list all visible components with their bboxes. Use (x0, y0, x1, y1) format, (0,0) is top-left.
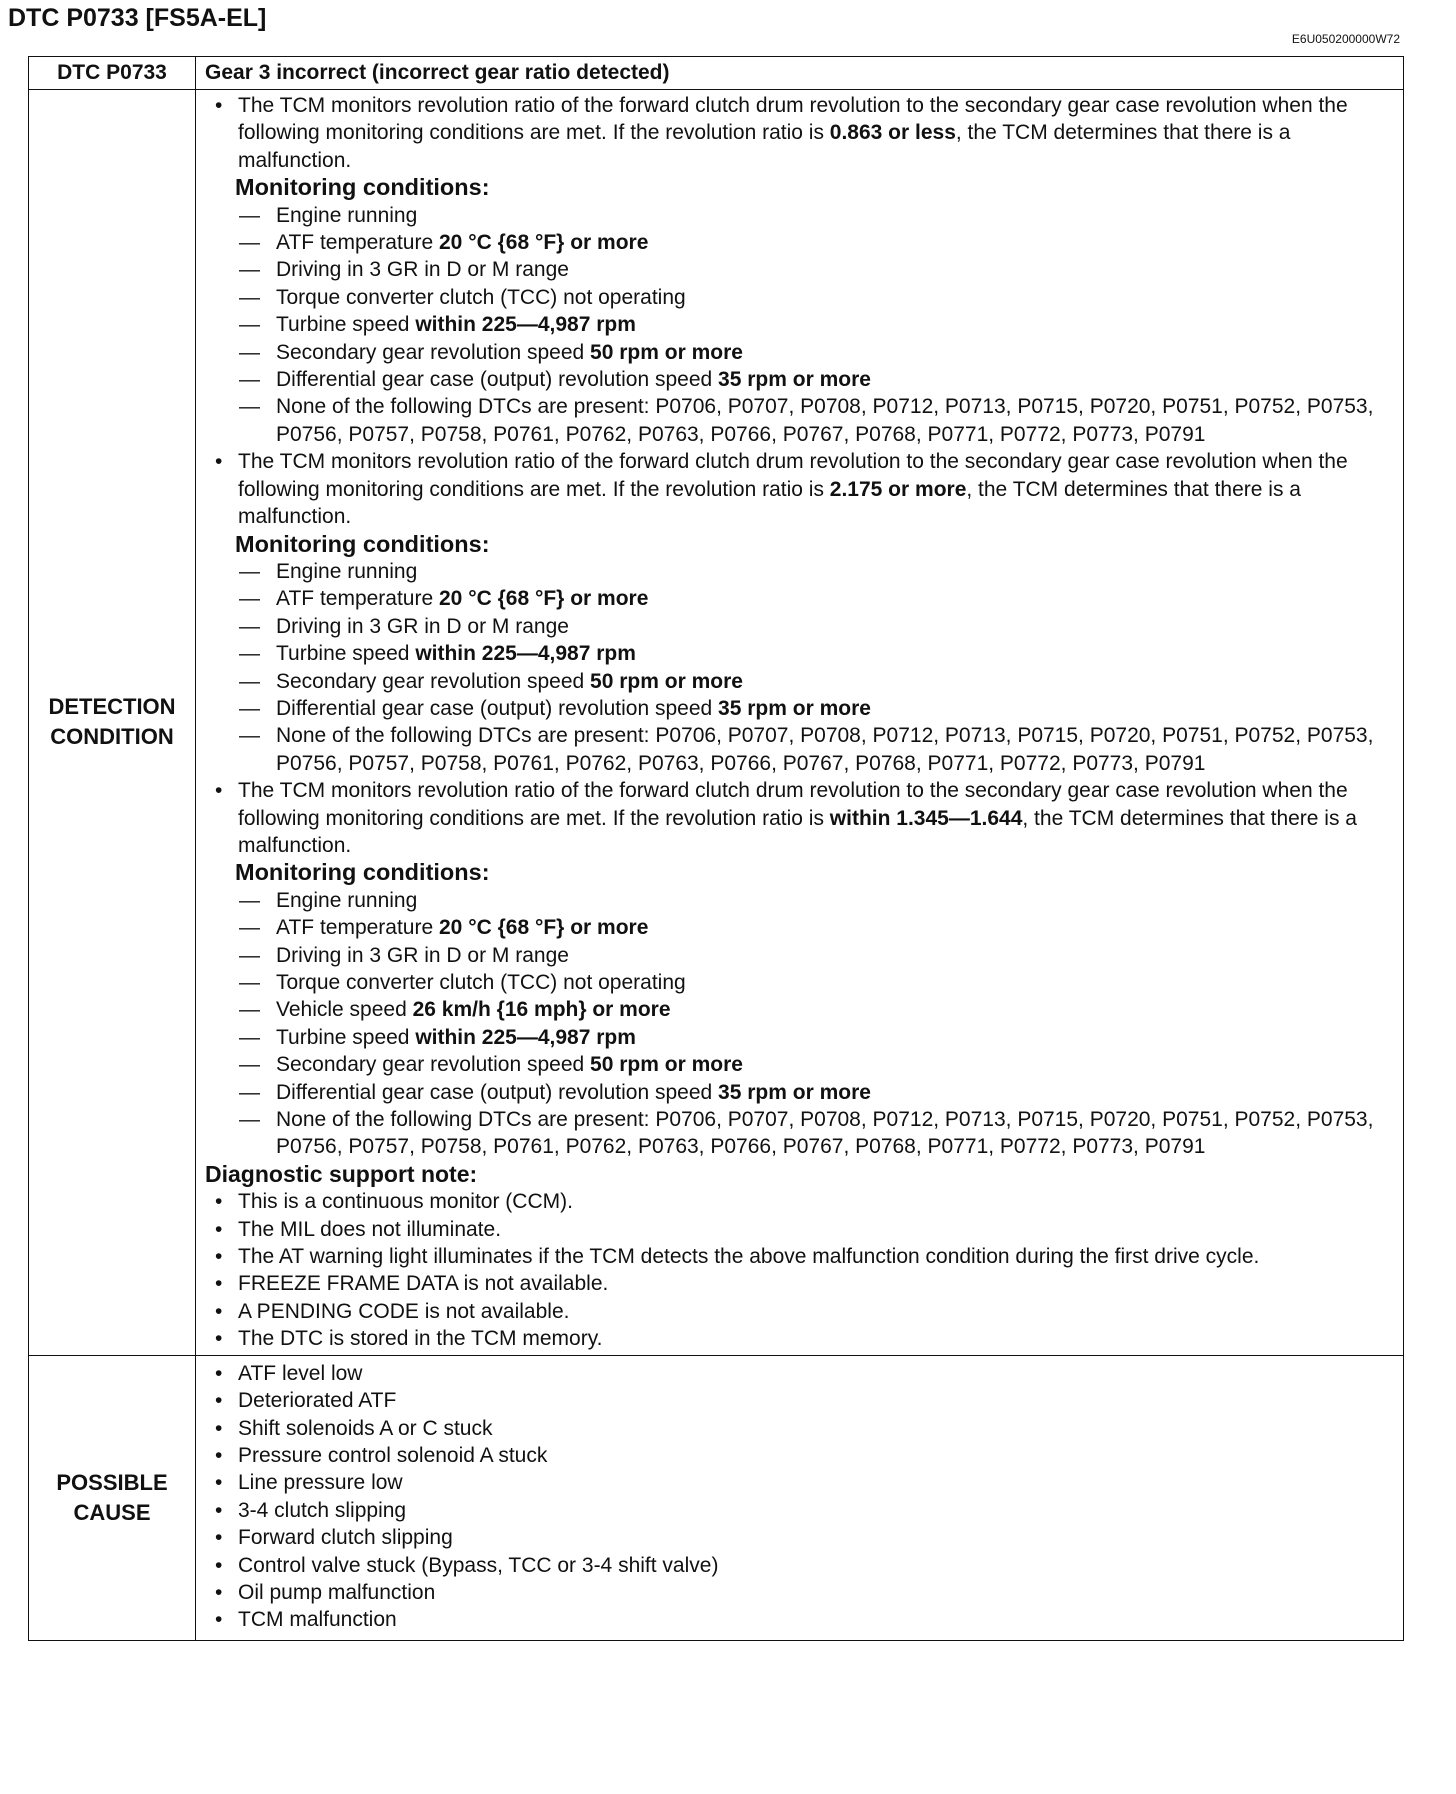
condition-text: Differential gear case (output) revolution speed (276, 696, 719, 720)
monitoring-condition (205, 613, 1395, 640)
condition-text: Torque converter clutch (TCC) not operating (276, 971, 686, 994)
condition-text: None of the following DTCs are present: P0706, P0707, P0708, P0712, P0713, P0715, P0720, P0751, P0752, P0753, P0756, P0757, P0758, P0761, P0762, P0763, P0766, P0767, P0768, P0771, P0772, P0773, P0791 (276, 395, 1374, 446)
monitoring-condition (205, 969, 1395, 996)
monitoring-condition (205, 722, 1395, 777)
condition-text: ATF temperature (276, 587, 439, 611)
label-line: CAUSE (73, 1499, 151, 1525)
condition-text: ATF temperature (276, 231, 439, 255)
diagnostic-note-item: • This is a continuous monitor (CCM). (205, 1188, 1395, 1215)
monitoring-condition (205, 202, 1395, 229)
condition-value: within 225—4,987 rpm (415, 1025, 636, 1049)
detection-condition-content (196, 90, 1404, 1356)
condition-text: Turbine speed (276, 642, 416, 666)
possible-cause-item: • ATF level low (205, 1360, 1395, 1387)
diagnostic-note-heading: Diagnostic support note: (205, 1160, 478, 1187)
monitoring-condition (205, 558, 1395, 585)
monitoring-condition (205, 1051, 1395, 1078)
page-title: DTC P0733 [FS5A-EL] (8, 4, 267, 32)
monitoring-condition (205, 1079, 1395, 1106)
possible-cause-item: • Shift solenoids A or C stuck (205, 1415, 1395, 1442)
condition-text: Differential gear case (output) revolution speed (276, 368, 719, 392)
possible-cause-item: • Oil pump malfunction (205, 1579, 1395, 1606)
condition-text: Differential gear case (output) revolution speed (276, 1080, 719, 1104)
possible-cause-label (29, 1355, 196, 1640)
monitoring-condition (205, 229, 1395, 256)
detection-condition-row (29, 90, 1404, 1356)
diagnostic-note-item: • FREEZE FRAME DATA is not available. (205, 1270, 1395, 1297)
condition-text: Engine running (276, 888, 418, 912)
condition-text: Turbine speed (276, 1025, 416, 1049)
dtc-table (28, 56, 1404, 1641)
document-code: E6U050200000W72 (1291, 32, 1400, 46)
header-description: Gear 3 incorrect (incorrect gear ratio detected) (196, 57, 1404, 90)
criterion-threshold: 2.175 or more (829, 477, 967, 501)
condition-value: within 225—4,987 rpm (415, 313, 636, 337)
possible-cause-item: • Deteriorated ATF (205, 1387, 1395, 1414)
monitoring-condition (205, 942, 1395, 969)
condition-text: Secondary gear revolution speed (276, 340, 591, 364)
condition-value: 26 km/h {16 mph} or more (412, 998, 671, 1022)
condition-value: 20 °C {68 °F} or more (439, 587, 649, 611)
possible-cause-item: • Control valve stuck (Bypass, TCC or 3-4 shift valve) (205, 1552, 1395, 1579)
possible-cause-item: • Forward clutch slipping (205, 1524, 1395, 1551)
diagnostic-note-item: • The DTC is stored in the TCM memory. (205, 1325, 1395, 1352)
criterion-text: The TCM monitors revolution ratio of the forward clutch drum revolution to the secondary gear case revolution when the following monitoring conditions are met. If the revolution ratio is (238, 450, 1348, 501)
condition-value: 35 rpm or more (718, 368, 871, 392)
monitoring-condition (205, 640, 1395, 667)
condition-text: Torque converter clutch (TCC) not operating (276, 285, 686, 309)
monitoring-condition (205, 914, 1395, 941)
possible-cause-content (196, 1355, 1404, 1640)
condition-text: Driving in 3 GR in D or M range (276, 943, 569, 967)
possible-cause-item: • Line pressure low (205, 1469, 1395, 1496)
condition-text: Engine running (276, 203, 418, 227)
detection-criterion (205, 777, 1395, 859)
monitoring-condition (205, 887, 1395, 914)
criterion-text: The TCM monitors revolution ratio of the forward clutch drum revolution to the secondary gear case revolution when the following monitoring conditions are met. If the revolution ratio is (238, 779, 1348, 830)
detection-criterion (205, 92, 1395, 174)
condition-value: 50 rpm or more (590, 669, 743, 693)
header-dtc-code: DTC P0733 (29, 57, 196, 90)
monitoring-conditions-heading: Monitoring conditions: (235, 174, 490, 201)
monitoring-conditions-heading: Monitoring conditions: (235, 530, 490, 557)
possible-cause-item: • Pressure control solenoid A stuck (205, 1442, 1395, 1469)
criterion-text: , the TCM determines that there is a malfunction. (238, 806, 1357, 857)
condition-text: Vehicle speed (276, 998, 413, 1022)
condition-value: 50 rpm or more (590, 340, 743, 364)
criterion-text: The TCM monitors revolution ratio of the forward clutch drum revolution to the secondary gear case revolution when the following monitoring conditions are met. If the revolution ratio is (238, 94, 1348, 145)
condition-value: 35 rpm or more (718, 1080, 871, 1104)
criterion-threshold: 0.863 or less (829, 121, 956, 145)
possible-cause-item: • TCM malfunction (205, 1606, 1395, 1633)
condition-value: 20 °C {68 °F} or more (439, 916, 649, 940)
condition-text: None of the following DTCs are present: P0706, P0707, P0708, P0712, P0713, P0715, P0720, P0751, P0752, P0753, P0756, P0757, P0758, P0761, P0762, P0763, P0766, P0767, P0768, P0771, P0772, P0773, P0791 (276, 724, 1374, 775)
diagnostic-note-item: • A PENDING CODE is not available. (205, 1298, 1395, 1325)
monitoring-condition (205, 996, 1395, 1023)
monitoring-conditions-heading: Monitoring conditions: (235, 859, 490, 886)
possible-cause-item: • 3-4 clutch slipping (205, 1497, 1395, 1524)
diagnostic-note-list (205, 1188, 1395, 1352)
possible-cause-row (29, 1355, 1404, 1640)
detection-condition-label (29, 90, 196, 1356)
condition-text: ATF temperature (276, 916, 439, 940)
condition-value: 35 rpm or more (718, 696, 871, 720)
condition-text: Driving in 3 GR in D or M range (276, 258, 569, 282)
condition-value: 20 °C {68 °F} or more (439, 231, 649, 255)
condition-text: Secondary gear revolution speed (276, 669, 591, 693)
condition-text: Turbine speed (276, 313, 416, 337)
monitoring-condition (205, 311, 1395, 338)
condition-text: Secondary gear revolution speed (276, 1053, 591, 1077)
condition-value: within 225—4,987 rpm (415, 642, 636, 666)
monitoring-condition (205, 695, 1395, 722)
monitoring-condition (205, 256, 1395, 283)
monitoring-condition (205, 366, 1395, 393)
condition-value: 50 rpm or more (590, 1053, 743, 1077)
diagnostic-note-item: • The AT warning light illuminates if the TCM detects the above malfunction condition during the first drive cycle. (205, 1243, 1395, 1270)
criterion-text: , the TCM determines that there is a malfunction. (238, 121, 1291, 172)
condition-text: Driving in 3 GR in D or M range (276, 614, 569, 638)
condition-text: Engine running (276, 559, 418, 583)
monitoring-condition (205, 585, 1395, 612)
label-line: DETECTION (48, 694, 176, 720)
monitoring-condition (205, 668, 1395, 695)
monitoring-condition (205, 393, 1395, 448)
label-line: POSSIBLE (56, 1469, 168, 1495)
label-line: CONDITION (50, 724, 174, 750)
criterion-threshold: within 1.345—1.644 (829, 806, 1023, 830)
criterion-text: , the TCM determines that there is a malfunction. (238, 477, 1301, 529)
monitoring-condition (205, 1024, 1395, 1051)
diagnostic-note-item: • The MIL does not illuminate. (205, 1216, 1395, 1243)
condition-text: None of the following DTCs are present: P0706, P0707, P0708, P0712, P0713, P0715, P0720, P0751, P0752, P0753, P0756, P0757, P0758, P0761, P0762, P0763, P0766, P0767, P0768, P0771, P0772, P0773, P0791 (276, 1108, 1374, 1159)
detection-criterion (205, 448, 1395, 530)
monitoring-condition (205, 1106, 1395, 1161)
monitoring-condition (205, 339, 1395, 366)
table-header-row (29, 57, 1404, 90)
detection-blocks (205, 92, 1395, 1161)
monitoring-condition (205, 284, 1395, 311)
possible-cause-list (205, 1360, 1395, 1634)
